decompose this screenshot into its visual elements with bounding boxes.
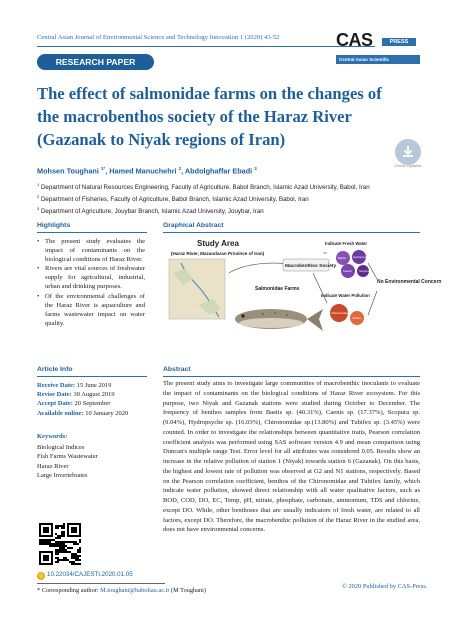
section-rule [37, 232, 147, 233]
logo-main-text: CAS [336, 30, 373, 50]
svg-text:Baetis: Baetis [338, 256, 346, 260]
qr-code[interactable] [39, 523, 81, 565]
download-icon [400, 144, 416, 160]
logo-press-text: PRESS [382, 38, 416, 46]
paper-title: The effect of salmonidae farms on the changes of the macrobenthos society of the Haraz River (Gazanak to Niyak regions of Iran) [37, 84, 382, 149]
doi-link[interactable]: ◎ 10.22034/CAJESTI.2020.01.05 [38, 571, 133, 579]
publisher-logo [336, 30, 420, 70]
ga-farms: Salmonidae Farms [255, 286, 300, 292]
svg-text:Scopura: Scopura [359, 269, 370, 273]
author-list: Mohsen Toughani $^{1*}$, Hamed Manuchehri $^2$, Abdolghaffar Ebadi $^3$ [37, 166, 257, 176]
keyword: Biological Indices [37, 444, 85, 451]
affiliation: $^1$ Department of Natural Resources Engineering, Faculty of Agriculture, Babol Branch, Islamic Azad University, Babol, Iran [37, 182, 370, 192]
receive-date: Receive Date: 15 June 2019 [37, 382, 112, 389]
ga-pollution: Indicate Water Pollution [321, 293, 370, 298]
affiliation: $^3$ Department of Agriculture, Jouybar Branch, Islamic Azad University, Jouybar, Iran [37, 206, 264, 216]
author-affiliation-mark: 2 [178, 166, 182, 171]
ga-study-area-sub: (Haraz River, Mazandaran Province of Iran) [171, 251, 265, 256]
author-affiliation-mark: 3 [254, 166, 257, 171]
highlight-item: • The present study evaluates the impact of contaminants on the biological conditions of Haraz River. [37, 237, 145, 264]
affiliation: $^2$ Department of Fisheries, Faculty of Agriculture, Babol Branch, Islamic Azad University, Babol, Iran [37, 194, 309, 204]
fresh-taxa [336, 250, 370, 278]
keyword: Fish Farms Wastewater [37, 453, 98, 461]
header-rule [37, 46, 375, 47]
graphical-abstract-heading: Graphical Abstract [163, 222, 224, 229]
available-date: Available online: 10 January 2020 [37, 409, 129, 417]
check-updates-badge[interactable] [394, 139, 422, 168]
ga-society: Macrobenthos Society [285, 264, 337, 269]
ga-study-area: Study Area [197, 239, 239, 248]
svg-text:Chironomidae: Chironomidae [331, 311, 349, 315]
map-image [169, 259, 225, 319]
svg-text:Caenis: Caenis [343, 269, 352, 273]
abstract-text: The present study aims to investigate large communities of macrobenthic inoculants to evaluate the impact of contaminants on the biological conditions of Haraz River ecosystem. For this purpose, two Niyak and Gazanak stations were studied during October to December. The frequency of benthos samples from Baetis sp. (40.31%), Caenis sp. (17.37%), Scopura sp. (9.04%), Hydropsyche sp. (16.03%), Chironomidae sp.(13.80%) and Tubifex sp. (3.45%) were counted. In order to investigate the relationships between quantitative traits, Pearson correlation coefficient analysis was performed using SAS software version 4.9 and mean comparison using Duncan's multiple range Test. Error level for all attributes was considered 0.05. Results show an increase in the relative pollution of station 1 (Niyak) towards station 6 (Gazanak). On this basis, the highest and lowest rate of pollution was observed at G2 and N1 stations, respectively. Based on the Pearson correlation coefficient, benthos of the Chironomidae and Tubifex family, which indicate water pollution, showed direct relationship with all water qualitative factors, such as BOD, COD, DO, EC, Temp, pH, nitrate, phosphate, carbonate, ammonium, TDS and chlorine, except DO. While, other benthoses that are usually indicators of fresh water, are related to all factors, except DO. Therefore, the macrobenthic pollution of the Haraz River in the studied area, does not have environmental concerns. [163, 380, 420, 534]
article-info [37, 381, 147, 418]
revise-date: Revise Date: 30 August 2019 [37, 391, 115, 399]
section-rule [163, 376, 420, 377]
author-name[interactable]: Abdolghaffar Ebadi [184, 166, 253, 176]
author-affiliation-mark: 1* [100, 166, 106, 171]
article-info-heading: Article Info [37, 366, 73, 373]
keyword: Haraz River [37, 462, 69, 470]
svg-text:Tubifex: Tubifex [352, 316, 362, 320]
graphical-abstract-figure [163, 233, 442, 361]
highlights-heading: Highlights [37, 222, 71, 229]
pollution-taxa [330, 304, 364, 325]
corresponding-author: * Corresponding author: M.toughani@baboliau.ac.ir (M Toughani) [37, 587, 206, 594]
ga-fresh: Indicate Fresh Water [325, 241, 368, 246]
email-link[interactable]: M.toughani@baboliau.ac.ir [100, 587, 170, 594]
fish-image [235, 309, 323, 331]
highlight-item: • Of the environmental challenges of the Haraz River is aquaculture and farms wastewater impact on water quality. [37, 292, 145, 328]
keywords-heading: Keywords: [37, 433, 68, 440]
highlights-list [37, 237, 145, 328]
journal-header: Central Asian Journal of Environmental Science and Technology Innovation 1 (2020) 43-52 [37, 34, 280, 41]
highlight-item: • Rivers are vital sources of freshwater supply for agricultural, industrial, urban and drinking purposes. [37, 264, 145, 291]
check-updates-label: Check Updates [394, 163, 422, 168]
footnote-rule [37, 583, 165, 584]
svg-text:Hydropsyche: Hydropsyche [353, 255, 370, 259]
author-name[interactable]: Hamed Manuchehri [109, 166, 177, 176]
article-type-badge: RESEARCH PAPER [37, 54, 154, 70]
abstract-heading: Abstract [163, 366, 191, 373]
section-rule [37, 376, 147, 377]
keyword: Large Invertebrates [37, 472, 88, 480]
accept-date: Accept Date: 20 September [37, 400, 111, 408]
keywords-list [37, 443, 147, 481]
copyright: © 2020 Published by CAS-Press. [342, 583, 428, 590]
author-name[interactable]: Mohsen Toughani [37, 166, 99, 176]
ga-no-concern: No Environmental Concern [377, 279, 442, 285]
logo-subtitle: Central Asian Scientific [336, 55, 420, 64]
globe-icon: ◎ [38, 573, 44, 579]
